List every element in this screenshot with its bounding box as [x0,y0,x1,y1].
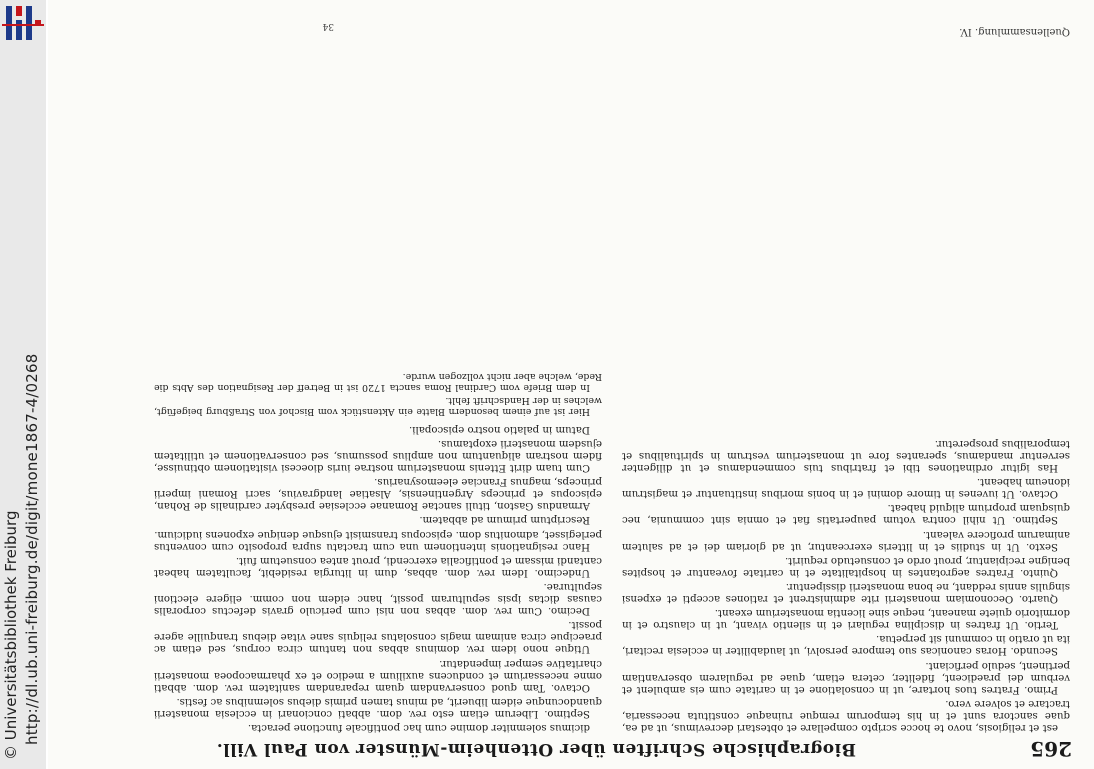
paragraph: Utique nono idem rev. dominus abbas non tantum circa corpus, sed etiam ac praecipue circa animam magis consolatus reliquis sane vitae diebus tranquille agere possit. [154,619,602,655]
paragraph: Primo. Fratres tuos hortare, ut in consolatione et in caritate cum eis ambulent et verbum dei praedicent, fideliter, cetera etiam, quae ad regularem observantiam pertinent, sedulo perficiant. [622,659,1070,695]
running-title: Biographische Schriften über Ottenheim-Münster von Paul Vill. [216,739,856,759]
paragraph: Octavo. Tam quod conservandam quam reparandam sanitatem rev. dom. abbati omne necessarium et conducens auxilium a medico et ex pharmacopoea monasterii charitative semper impendatur. [154,657,602,693]
left-column [622,23,1070,733]
scanned-page [48,0,1094,769]
bottom-reference: 34 [322,21,334,31]
paragraph: Undecimo. Idem rev. dom. abbas, dum in liturgia residebit, facultatem habeat cantandi missam et pontificalia exercendi, prout antea consuetum fuit. [154,554,602,578]
source-url[interactable]: http://dl.ub.uni-freiburg.de/digit/mone1867-4/0268 [23,353,41,745]
footnotes [154,371,602,417]
right-column [154,23,602,733]
paragraph: Septimo. Liberum etiam esto rev. dom. abbati concionari in ecclesia monasterii quandocunque eidem libuerit, ad minus tamen primis diebus solemnibus ac festis. [154,695,602,719]
footnote: Hier ist auf einem besondern Blatte ein Aktenstück vom Bischof von Straßburg beigefügt, welches in der Handschrift fehlt. [154,394,602,417]
paragraph: Has igitur ordinationes tibi et fratribus tuis commendamus et ut diligenter serventur mandamus, sperantes fore ut monasterium vestrum in spiritualibus et temporalibus prosperetur. [622,437,1070,474]
paragraph: Quarto. Oeconomiam monasterii rite administrent et rationes accepti et expensi singulis annis reddant, ne bona monasterii dissipentur. [622,580,1070,605]
paragraph: Sexto. Ut in studiis et in litteris exerceantur, ut ad gloriam dei et ad salutem animarum proficere valeant. [622,528,1070,552]
paragraph: Cum tuam dirit Ettenis monasterium nostrae iuris dioecesi visitationem obtinuisse, fidem nostram aliquantum non amplius possumus, sed conservationem et utilitatem ejusdem monasterii exoptamus. [154,437,602,474]
paragraph: Quinto. Fratres aegrotantes in hospitalitate et in caritate foveantur et hospites benigne recipiantur, prout ordo et consuetudo requirit. [622,554,1070,578]
paragraph: dicimus solemniter domine cum hac pontificale functione peracta. [247,722,590,733]
viewer-sidebar [0,0,46,769]
footnote: In dem Briefe vom Cardinal Roma sancta 1720 ist in Betreff der Resignation des Abts die Rede, welche aber nicht vollzogen wurde. [154,370,602,393]
paragraph: Secundo. Horas canonicas suo tempore persolvi, ut laudabiliter in ecclesia recitari, ita ut oratio in communi sit perpetua. [622,633,1070,657]
paragraph: Decimo. Cum rev. dom. abbas non nisi cum periculo gravis defectus corporalis causas dictas ipsis sepulturam possit, hanc eidem non comm. eligere electioni sepulturae. [154,580,602,617]
paragraph: Datum in palatio nostro episcopali. [409,423,590,435]
copyright-notice: © Universitätsbibliothek Freiburg [2,510,20,760]
paragraph: Tertio. Ut fratres in disciplina regulari et in silentio vivant, ut in claustro et in dormitorio quiete maneant, neque sine licentia monasterium exeant. [622,607,1070,631]
paragraph: Hanc resignationis intentionem una cum tractatu supra proposito cum conventus perlegisset, admonitus dom. episcopus transmisit ejusque denique exponens iudicium. [154,528,602,552]
paragraph: Armandus Gaston, tituli sanctae Romanae ecclesiae presbyter cardinalis de Rohan, episcopus et princeps Argentinensis, Alsatiae landgravius, sacri Romani imperii princeps, magnus Franciae eleemosynarius. [154,476,602,512]
rotated-page-content [48,0,1094,769]
paragraph: Octavo. Ut iuvenes in timore domini et in bonis moribus instituantur et magistrum idoneum habeant. [622,476,1070,500]
paragraph: est et religiosis, novo te hocce scripto compellare et obtestari decrevimus, ut ad ea, quae sanctora sunt et in his temporum remque ruinaque constituta necessaria, tractare et solvere vero. [622,697,1070,733]
signature-line: Quellensammlung. IV. [959,26,1070,37]
paragraph: Rescriptum primum ad abbatem. [419,514,590,526]
paragraph: Septimo. Ut nihil contra votum paupertatis fiat et omnia sint communia, nec quisquam proprium aliquid habeat. [622,502,1070,526]
page-number: 265 [1030,737,1072,761]
